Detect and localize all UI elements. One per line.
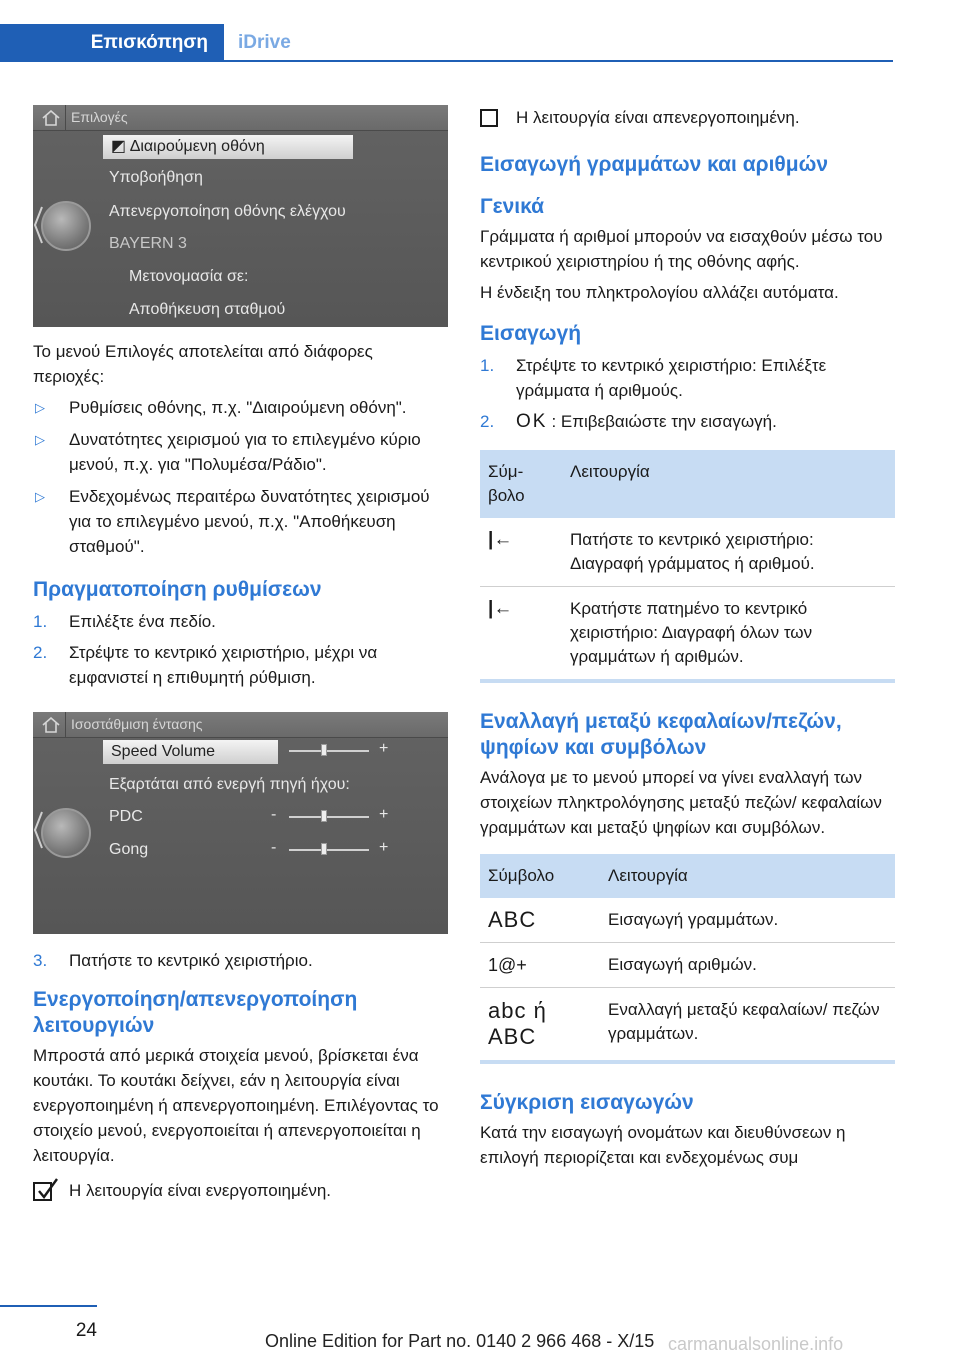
slider-pdc[interactable] [289,816,369,818]
minus-icon[interactable]: - [271,740,277,757]
checked-box-icon [33,1178,59,1202]
table-row [480,943,895,988]
abc-uppercase-icon: ABC [480,898,600,943]
entry-heading: Εισαγωγή [480,322,582,345]
unchecked-line: Η λειτουργία είναι απενεργοποιημένη. [480,105,895,130]
table-row [480,587,895,682]
activate-heading: Ενεργοποίηση/απενεργοποίηση λειτουργιών [33,988,358,1037]
checked-line: Η λειτουργία είναι ενεργοποιημένη. [33,1178,448,1203]
delete-all-icon: |← [480,587,562,682]
watermark: carmanualsonline.info [668,1334,844,1354]
home-icon [41,110,61,126]
menu-item-split-screen[interactable]: ◩ Διαιρούμενη οθόνη [103,135,353,159]
plus-icon[interactable]: + [379,839,389,856]
table-row [480,518,895,587]
ok-icon: OK [516,411,548,432]
header-bar [0,24,893,62]
tab-idrive[interactable]: iDrive [238,32,291,53]
volume-screen [33,712,448,934]
options-intro: Το μενού Επιλογές αποτελείται από διάφορες περιοχές: [33,342,373,386]
column-header: Λειτουργία [600,854,895,898]
home-icon [41,717,61,733]
column-header: Λειτουργία [562,450,895,518]
table-header-row [480,450,895,518]
slider-handle[interactable] [321,744,327,756]
list-item: 3. Πατήστε το κεντρικό χειριστήριο. [33,951,313,970]
table-row [480,988,895,1063]
table-cell: Εναλλαγή μεταξύ κεφαλαίων/ πεζών γραμμάτων. [600,988,895,1063]
slider-handle[interactable] [321,843,327,855]
column-header: Σύμβολο [480,854,600,898]
menu-item-station: BAYERN 3 [109,235,187,252]
menu-item-display-off[interactable]: Απενεργοποίηση οθόνης ελέγχου [109,203,346,220]
settings-step-3 [33,948,448,973]
case-toggle-icon: abc ή ABC [480,988,600,1063]
general-text-1: Γράμματα ή αριθμοί μπορούν να εισαχθούν μέσω του κεντρικού χειριστηρίου ή της οθόνης αφής. [480,227,883,271]
switch-heading: Εναλλαγή μεταξύ κεφαλαίων/πεζών, ψηφίων και συμβόλων [480,710,842,759]
input-heading: Εισαγωγή γραμμάτων και αριθμών [480,153,829,176]
triangle-icon: ▷ [35,432,45,447]
options-screen [33,105,448,327]
list-item: 1. Επιλέξτε ένα πεδίο. [33,612,216,631]
plus-icon[interactable]: + [379,806,389,823]
slider-speed-volume[interactable] [289,750,369,752]
compare-heading: Σύγκριση εισαγωγών [480,1091,694,1114]
list-item: 2. Στρέψτε το κεντρικό χειριστήριο, μέχρι να εμφανιστεί η επιθυμητή ρύθμιση. [33,643,378,687]
tab-overview[interactable]: Επισκόπηση [0,24,224,62]
column-header: Σύμβολο [480,450,562,518]
minus-icon[interactable]: - [271,839,277,856]
entry-steps [480,353,895,434]
right-column [480,105,895,1170]
screen-title: Επιλογές [71,109,128,125]
table-cell: Εισαγωγή γραμμάτων. [600,898,895,943]
delete-icon: |← [480,518,562,587]
minus-icon[interactable]: - [271,806,277,823]
general-text-2: Η ένδειξη του πληκτρολογίου αλλάζει αυτόματα. [480,283,839,302]
split-screen-icon: ◩ [111,138,130,155]
table-cell: Κρατήστε πατημένο το κεντρικό χειριστήριο: Διαγραφή όλων των γραμμάτων ή αριθμών. [562,587,895,682]
plus-icon[interactable]: + [379,740,389,757]
menu-item-source-dependent: Εξαρτάται από ενεργή πηγή ήχου: [109,776,350,793]
triangle-icon: ▷ [35,489,45,504]
screen-title: Ισοστάθμιση έντασης [71,716,203,732]
controller-icon [41,808,91,858]
slider-gong[interactable] [289,849,369,851]
table-header-row [480,854,895,898]
table-cell: Πατήστε το κεντρικό χειριστήριο: Διαγραφή γράμματος ή αριθμού. [562,518,895,587]
general-heading: Γενικά [480,195,545,218]
list-item: 1. Στρέψτε το κεντρικό χειριστήριο: Επιλέξτε γράμματα ή αριθμούς. [480,356,827,400]
activate-text: Μπροστά από μερικά στοιχεία μενού, βρίσκεται ένα κουτάκι. Το κουτάκι δείχνει, εάν η λειτουργία είναι ενεργοποιημένη ή απενεργοποιημένη. Επιλέγοντας το στοιχείο μενού, ενεργοποιείται ή απενεργοποιείται η λειτουργία. [33,1046,439,1165]
table-cell: Εισαγωγή αριθμών. [600,943,895,988]
screen-header [33,712,448,738]
menu-item-speed-volume[interactable]: Speed Volume [103,740,278,764]
screen-header [33,105,448,131]
menu-item-pdc[interactable]: PDC [109,808,143,825]
list-item: ▷ Ενδεχομένως περαιτέρω δυνατότητες χειρισμού για το επιλεγμένο μενού, π.χ. "Αποθήκευση σταθμού". [33,484,448,559]
switch-text: Ανάλογα με το μενού μπορεί να γίνει εναλλαγή των στοιχείων πληκτρολόγησης μεταξύ πεζών/ κεφαλαίων γραμμάτων και μεταξύ ψηφίων και συμβόλων. [480,768,882,837]
menu-item-save-station[interactable]: Αποθήκευση σταθμού [129,301,286,318]
controller-icon [41,201,91,251]
online-edition: Online Edition for Part no. 0140 2 966 468 - X/15 [265,1331,655,1351]
slider-handle[interactable] [321,810,327,822]
menu-item-assist[interactable]: Υποβοήθηση [109,169,203,186]
left-column [33,105,448,1203]
list-item: ▷ Ρυθμίσεις οθόνης, π.χ. "Διαιρούμενη οθόνη". [33,395,448,420]
options-bullets [33,395,448,559]
list-item: ▷ Δυνατότητες χειρισμού για το επιλεγμένο κύριο μενού, π.χ. για "Πολυμέσα/Ράδιο". [33,427,448,477]
menu-item-rename[interactable]: Μετονομασία σε: [129,268,249,285]
menu-item-gong[interactable]: Gong [109,841,149,858]
list-item: 2. OK : Επιβεβαιώστε την εισαγωγή. [480,411,777,432]
unchecked-box-icon [480,109,498,127]
footer-rule [0,1305,97,1307]
settings-heading: Πραγματοποίηση ρυθμίσεων [33,578,322,601]
numbers-symbols-icon: 1@+ [480,943,600,988]
table-row [480,898,895,943]
settings-steps [33,609,448,690]
switch-symbols-table [480,854,895,1064]
page-number: 24 [75,1320,97,1341]
compare-text: Κατά την εισαγωγή ονομάτων και διευθύνσεων η επιλογή περιορίζεται και ενδεχομένως συμ [480,1123,846,1167]
delete-symbols-table [480,450,895,683]
triangle-icon: ▷ [35,400,45,415]
